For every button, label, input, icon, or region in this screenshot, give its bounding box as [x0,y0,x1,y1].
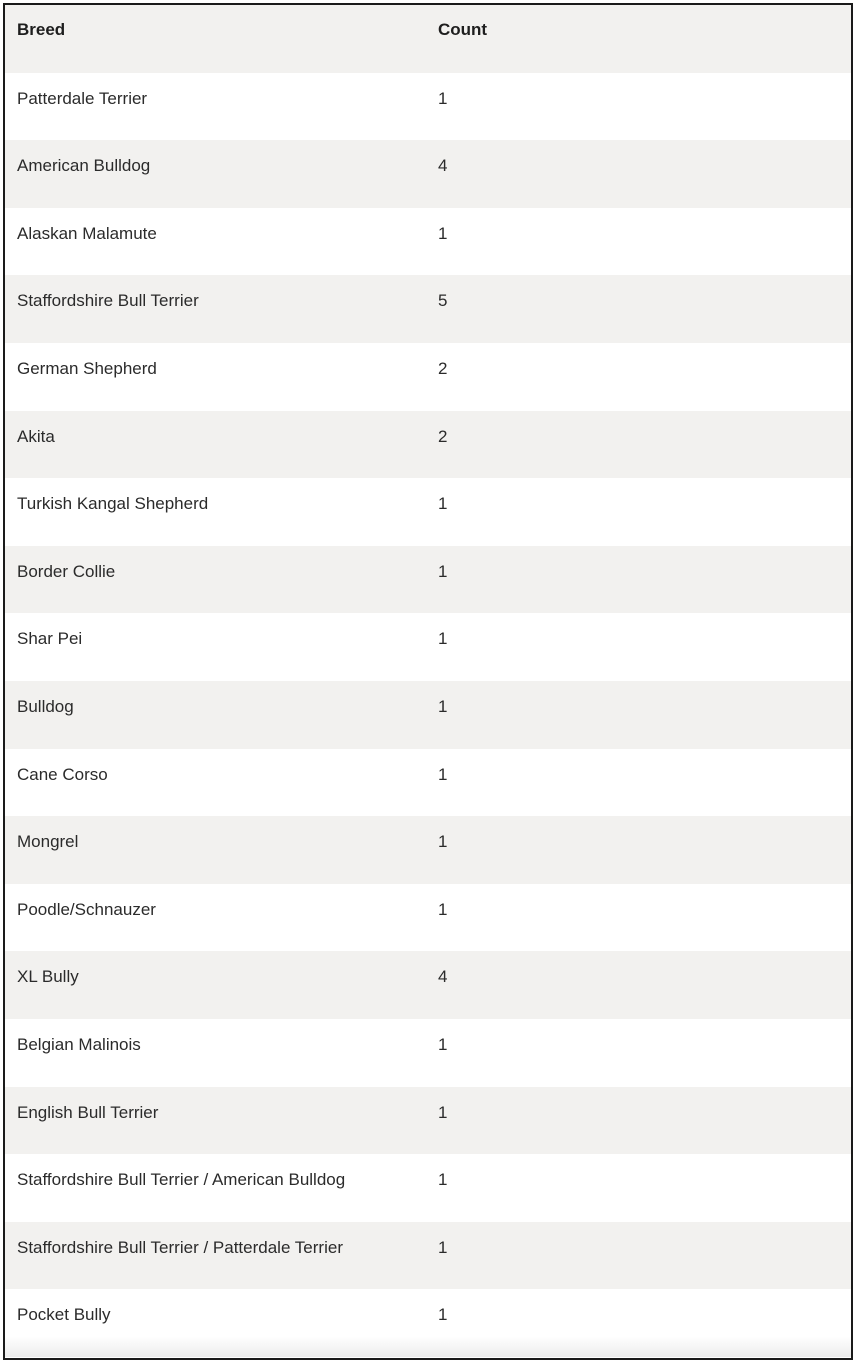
breed-cell: German Shepherd [17,358,157,378]
table-row [5,884,851,952]
count-cell: 5 [438,291,448,311]
breed-cell: Akita [17,426,55,446]
table-row [5,343,851,411]
count-cell: 1 [438,1170,448,1190]
count-cell: 1 [438,899,448,919]
table-row [5,208,851,276]
breed-count-table [5,5,851,1357]
breed-cell: Pocket Bully [17,1305,111,1325]
count-cell: 1 [438,696,448,716]
table-row [5,73,851,141]
breed-cell: English Bull Terrier [17,1102,159,1122]
breed-cell: American Bulldog [17,156,151,176]
count-cell: 1 [438,561,448,581]
table-row [5,478,851,546]
breed-cell: Staffordshire Bull Terrier / Patterdale Terrier [17,1237,343,1257]
count-cell: 4 [438,967,448,987]
count-cell: 2 [438,358,448,378]
count-cell: 2 [438,426,448,446]
table-row [5,951,851,1019]
breed-cell: Staffordshire Bull Terrier [17,291,199,311]
column-header-count: Count [438,20,488,39]
table-row [5,1019,851,1087]
table-header-row [5,5,851,73]
count-cell: 1 [438,629,448,649]
breed-cell: Shar Pei [17,629,83,649]
count-cell: 1 [438,1034,448,1054]
breed-cell: Border Collie [17,561,116,581]
count-cell: 1 [438,1102,448,1122]
count-cell: 1 [438,832,448,852]
breed-cell: Mongrel [17,832,79,852]
breed-cell: Cane Corso [17,764,108,784]
breed-cell: Turkish Kangal Shepherd [17,494,209,514]
table-row [5,546,851,614]
count-cell: 4 [438,156,448,176]
column-header-breed: Breed [17,20,66,39]
count-cell: 1 [438,88,448,108]
table-row [5,1289,851,1357]
count-cell: 1 [438,494,448,514]
breed-cell: Staffordshire Bull Terrier / American Bulldog [17,1170,346,1190]
table-row [5,1087,851,1155]
breed-table-frame [3,3,853,1360]
breed-cell: Belgian Malinois [17,1034,141,1054]
table-row [5,411,851,479]
table-row [5,275,851,343]
count-cell: 1 [438,1237,448,1257]
count-cell: 1 [438,223,448,243]
table-row [5,681,851,749]
breed-cell: XL Bully [17,967,79,987]
breed-cell: Bulldog [17,696,74,716]
table-row [5,140,851,208]
breed-cell: Poodle/Schnauzer [17,899,156,919]
table-row [5,816,851,884]
breed-cell: Alaskan Malamute [17,223,157,243]
table-row [5,1154,851,1222]
count-cell: 1 [438,764,448,784]
table-row [5,613,851,681]
table-row [5,1222,851,1290]
count-cell: 1 [438,1305,448,1325]
breed-cell: Patterdale Terrier [17,88,148,108]
table-row [5,749,851,817]
